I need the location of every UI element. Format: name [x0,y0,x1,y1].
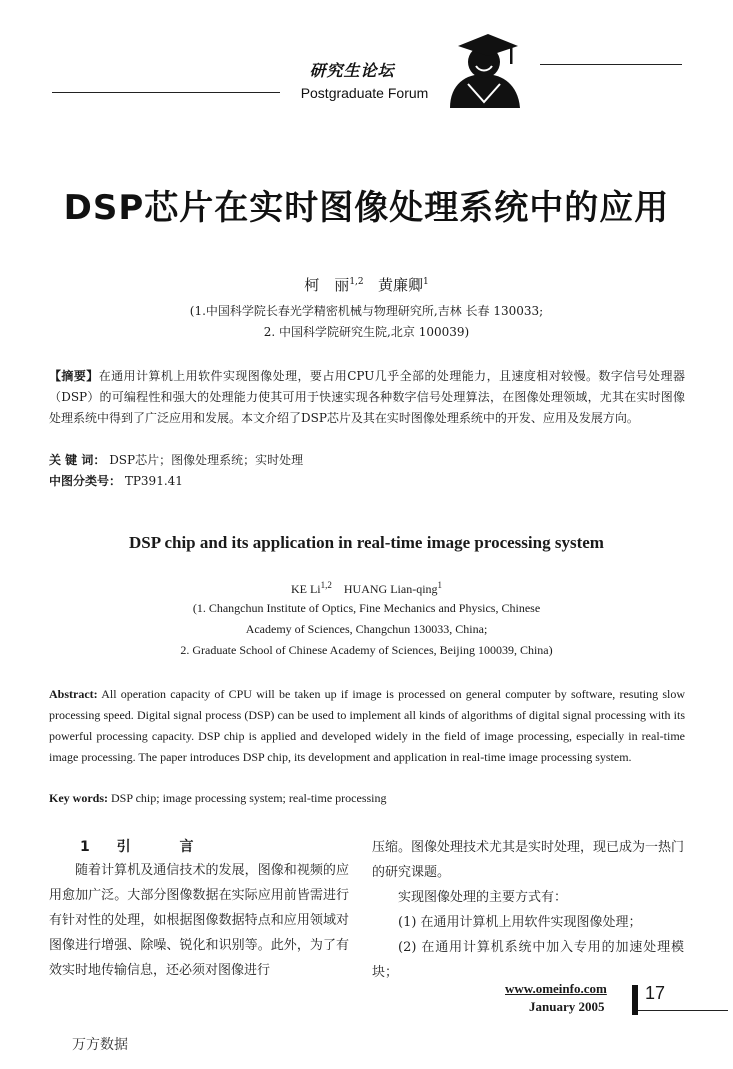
abstract-en-text: All operation capacity of CPU will be taken up if image is processed on general computer by software, resuting slow processing speed. Digital signal process (DSP) can be used to implement all kinds of algorithms of digital signal processing with its powerful processing capacity. DSP chip is applied and developed widely in the field of image processing, especially in real-time image processing. The paper introduces DSP chip, its development and application in real-time image processing system. [49,687,685,764]
author-en-2-sup: 1 [437,580,443,590]
paper-title-cn: DSP芯片在实时图像处理系统中的应用 [63,188,670,228]
clc-label: 中图分类号： [49,474,122,488]
abstract-en-label: Abstract: [49,687,98,701]
section-number: 1 [80,839,92,855]
author-en-1-name: KE Li [290,582,321,596]
affiliation-en-1: (1. Changchun Institute of Optics, Fine Mechanics and Physics, Chinese [192,601,541,615]
body-paragraph: (2) 在通用计算机系统中加入专用的加速处理模块； [372,940,684,980]
forum-title-en: Postgraduate Forum [300,85,429,101]
author-1-sup: 1,2 [349,277,364,287]
affiliation-cn-1: (1.中国科学院长春光学精密机械与物理研究所,吉林 长春 130033; [189,304,544,318]
author-2-sup: 1 [422,277,429,287]
author-1-name: 柯 丽 [304,276,350,294]
affiliation-en-3: 2. Graduate School of Chinese Academy of Sciences, Beijing 100039, China) [180,643,553,657]
keywords-en-label: Key words: [49,791,108,805]
journal-issue: January 2005 [529,999,605,1014]
abstract-cn-text: 在通用计算机上用软件实现图像处理，要占用CPU几乎全部的处理能力，且速度相对较慢。数字信号处理器（DSP）的可编程性和强大的处理能力使其可用于快速实现各种数字信号处理算法，在图像处理领域，尤其在实时图像处理系统中得到了广泛应用和发展。本文介绍了DSP芯片及其在实时图像处理系统中的开发、应用及发展方向。 [49,369,685,425]
section-title-a: 引 [116,839,133,855]
abstract-cn-label: 【摘要】 [49,369,99,383]
author-en-2-name: HUANG Lian-qing [343,582,438,596]
author-en-1-sup: 1,2 [320,580,332,590]
page-number: 17 [645,983,666,1003]
watermark-wanfang: 万方数据 [72,1037,128,1053]
section-heading [80,836,196,856]
body-paragraph: 实现图像处理的主要方式有： [398,890,568,905]
affiliation-cn-2: 2. 中国科学院研究生院,北京 100039) [263,325,470,339]
footer-rule [638,1010,728,1011]
abstract-en [49,684,685,768]
journal-website: www.omeinfo.com [505,981,607,996]
header-rule-right [540,64,682,65]
body-paragraph: (1) 在通用计算机上用软件实现图像处理； [398,915,642,930]
paper-title-en: DSP chip and its application in real-time image processing system [129,533,604,552]
affiliation-en-2: Academy of Sciences, Changchun 130033, China; [245,622,488,636]
keywords-cn-text: DSP芯片；图像处理系统；实时处理 [109,453,304,467]
clc-text: TP391.41 [124,474,183,488]
authors-en [0,580,733,597]
body-column-left: 随着计算机及通信技术的发展，图像和视频的应用愈加广泛。大部分图像数据在实际应用前皆需进行有针对性的处理，如根据图像数据特点和应用领域对图像进行增强、除噪、锐化和识别等。此外，为了有效实时地传输信息，还必须对图像进行 [49,863,349,978]
body-column-right [372,835,684,985]
graduate-cap-portrait-icon [440,22,530,112]
header-rule-left [52,92,280,93]
author-2-name: 黄廉卿 [377,276,423,294]
authors-cn [0,274,733,295]
keywords-en [49,791,685,806]
section-title-b: 言 [179,839,196,855]
clc-number [49,472,685,489]
keywords-en-text: DSP chip; image processing system; real-time processing [111,791,387,805]
keywords-cn-label: 关 键 词： [49,453,106,467]
body-paragraph: 压缩。图像处理技术尤其是实时处理，现已成为一热门的研究课题。 [372,840,685,880]
abstract-cn [49,366,685,429]
keywords-cn [49,451,685,468]
forum-title-cn: 研究生论坛 [309,61,395,80]
